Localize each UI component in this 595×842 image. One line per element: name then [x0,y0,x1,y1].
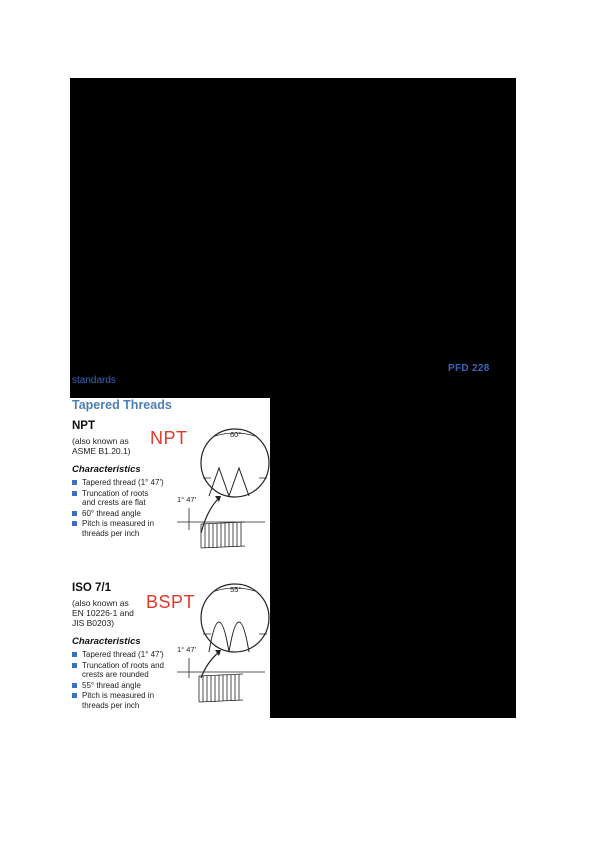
bullet-square-icon [72,663,77,668]
bspt-aka-line: (also known as [72,598,129,608]
bullet-square-icon [72,480,77,485]
npt-aka-line: (also known as [72,436,129,446]
tapered-threads-figure [70,398,270,718]
npt-bullet-list [72,478,182,539]
bspt-aka-line: EN 10226-1 and [72,608,134,618]
npt-aka-line: ASME B1.20.1) [72,446,131,456]
list-item [72,691,182,710]
bullet-text: 55° thread angle [82,680,141,690]
pfd-reference[interactable]: PFD 228 [448,363,490,374]
bullet-square-icon [72,511,77,516]
bspt-characteristics-label: Characteristics [72,636,141,647]
list-item [72,478,182,488]
bullet-text: threads per inch [82,528,140,538]
bspt-bullet-list [72,650,182,711]
bullet-text: Truncation of roots [82,488,149,498]
bullet-square-icon [72,683,77,688]
standards-link[interactable]: standards [72,375,116,386]
bullet-square-icon [72,491,77,496]
bspt-taper-angle-label: 1° 47' [177,645,197,654]
list-item [72,519,182,538]
bullet-text: crests are rounded [82,670,149,679]
bullet-square-icon [72,521,77,526]
list-item [72,681,182,691]
bullet-text: Pitch is measured in [82,519,155,528]
bspt-aka [72,598,134,628]
npt-big-label: NPT [150,428,188,448]
bullet-text: threads per inch [82,700,140,710]
npt-name: NPT [72,420,95,432]
bspt-big-label: BSPT [146,592,196,612]
bullet-text: and crests are flat [82,498,146,507]
list-item [72,650,182,660]
npt-thread-angle-label: 60° [230,430,242,439]
bullet-square-icon [72,652,77,657]
bullet-square-icon [72,693,77,698]
bullet-text: Tapered thread (1° 47') [82,650,164,659]
bspt-thread-diagram [175,578,270,718]
npt-taper-angle-label: 1° 47' [177,495,197,504]
bullet-text: Pitch is measured in [82,691,155,700]
bspt-aka-line: JIS B0203) [72,618,115,628]
npt-characteristics-label: Characteristics [72,464,141,475]
bullet-text: 60° thread angle [82,508,141,518]
bspt-name: ISO 7/1 [72,582,111,594]
npt-aka [72,436,131,456]
list-item [72,661,182,680]
bullet-text: Truncation of roots and [82,660,164,670]
npt-thread-diagram [175,418,270,558]
bspt-thread-angle-label: 55° [230,585,242,594]
list-item [72,509,182,519]
list-item [72,489,182,508]
figure-title: Tapered Threads [72,398,172,412]
bullet-text: Tapered thread (1° 47') [82,478,164,487]
